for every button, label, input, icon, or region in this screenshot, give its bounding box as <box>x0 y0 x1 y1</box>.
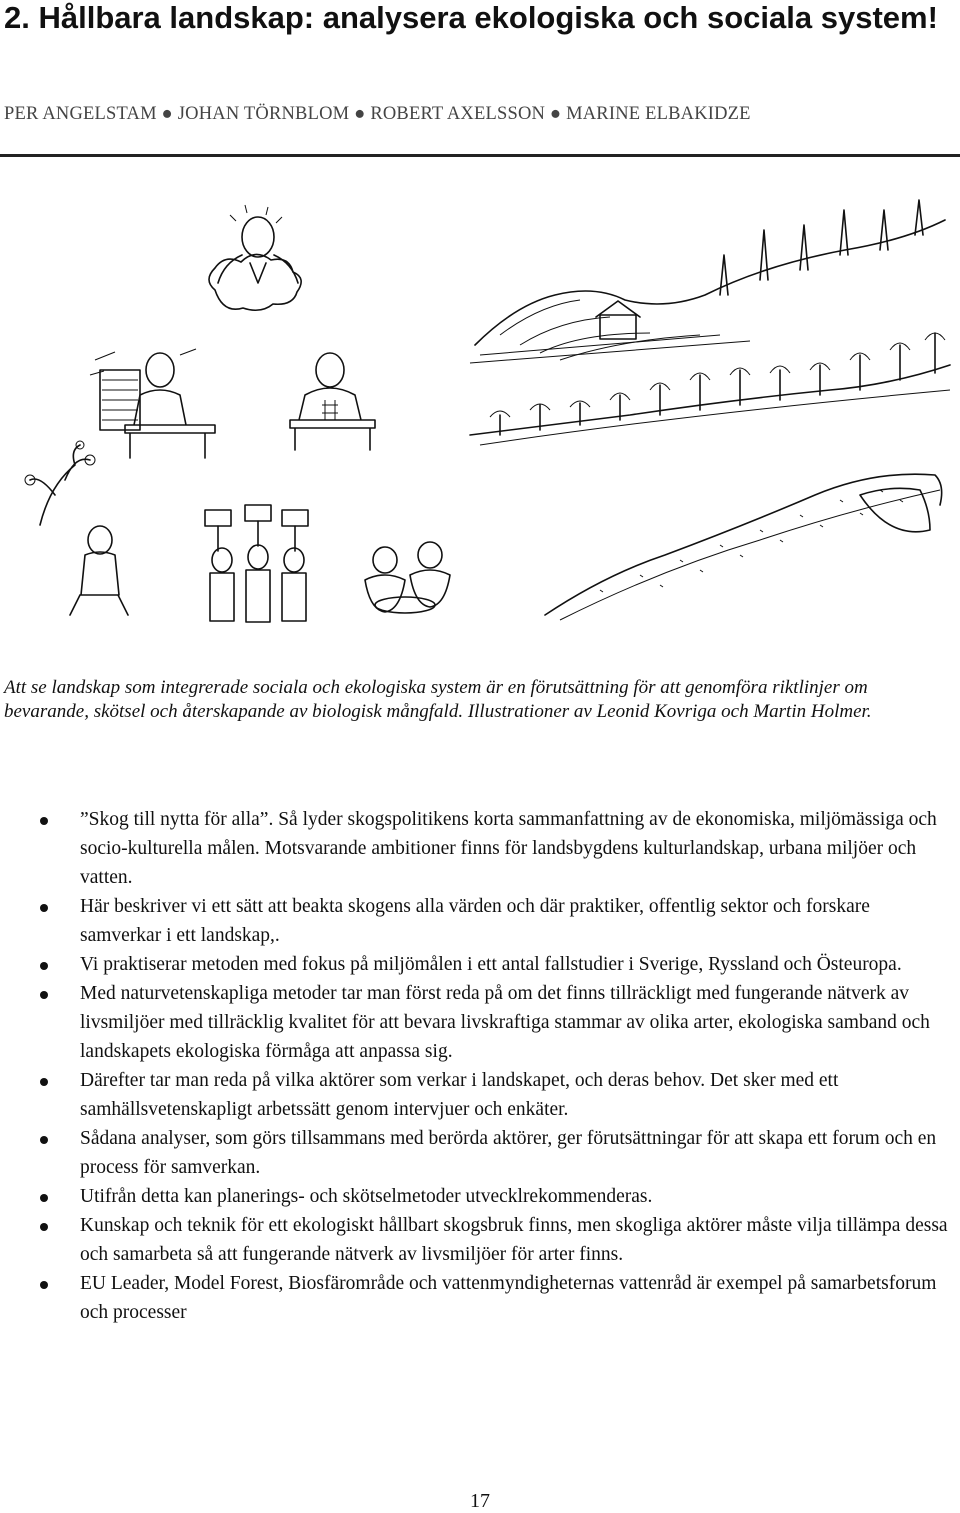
desk-figure-left-drawing <box>90 349 215 458</box>
bullet-icon <box>40 817 48 825</box>
page-number: 17 <box>470 1490 490 1512</box>
bullet-icon <box>40 1223 48 1231</box>
list-item: Kunskap och teknik för ett ekologiskt hållbart skogsbruk finns, men skogliga aktörer måste vilja tillämpa dessa och samarbeta så att fungerande nätverk av livsmiljöer för arter finns. <box>0 1211 960 1269</box>
list-item: Utifrån detta kan planerings- och skötselmetoder utvecklrekommenderas. <box>0 1182 960 1211</box>
list-item: ”Skog till nytta för alla”. Så lyder skogspolitikens korta sammanfattning av de ekonomiska, miljömässiga och socio-kulturella målen. Motsvarande ambitioner finns för landsbygdens kulturlandskap, urbana miljöer och vatten. <box>0 805 960 892</box>
picnic-figures-drawing <box>365 542 450 613</box>
page-title: 2. Hållbara landskap: analysera ekologiska och sociala system! <box>4 0 938 35</box>
bullet-icon <box>40 1194 48 1202</box>
desk-figure-right-drawing <box>290 353 375 450</box>
shoreline-landscape-drawing <box>545 474 942 620</box>
list-item: Sådana analyser, som görs tillsammans med berörda aktörer, ger förutsättningar för att skapa ett forum och en process för samverkan. <box>0 1124 960 1182</box>
cultural-landscape-drawing <box>470 200 945 363</box>
illustration <box>0 195 960 635</box>
tree-carrier-drawing <box>25 441 128 615</box>
bullet-icon <box>40 962 48 970</box>
list-item: Därefter tar man reda på vilka aktörer som verkar i landskapet, och deras behov. Det sker med ett samhällsvetenskapligt arbetssätt genom intervjuer och enkäter. <box>0 1066 960 1124</box>
list-item: Här beskriver vi ett sätt att beakta skogens alla värden och där praktiker, offentlig sektor och forskare samverkar i ett landskap,. <box>0 892 960 950</box>
bullet-list <box>0 805 960 1327</box>
list-item: Vi praktiserar metoden med fokus på miljömålen i ett antal fallstudier i Sverige, Ryssland och Östeuropa. <box>0 950 960 979</box>
list-item: EU Leader, Model Forest, Biosfärområde och vattenmyndigheternas vattenråd är exempel på samarbetsforum och processer <box>0 1269 960 1327</box>
bullet-icon <box>40 1078 48 1086</box>
header-divider <box>0 154 960 157</box>
figure-caption: Att se landskap som integrerade sociala och ekologiska system är en förutsättning för att genomföra riktlinjer om bevarande, skötsel och återskapande av biologisk mångfald. Illustrationer av Leonid Kovriga och Martin Holmer. <box>4 677 872 722</box>
bullet-icon <box>40 1136 48 1144</box>
bullet-icon <box>40 991 48 999</box>
sign-holders-drawing <box>205 505 308 622</box>
cloud-figure-drawing <box>209 205 301 310</box>
bullet-icon <box>40 1281 48 1289</box>
list-item: Med naturvetenskapliga metoder tar man först reda på om det finns tillräckligt med fungerande nätverk av livsmiljöer med tillräcklig kvalitet för att bevara livskraftiga stammar av olika arter, ekologiska samband och landskapets ekologiska förmåga att anpassa sig. <box>0 979 960 1066</box>
bullet-icon <box>40 904 48 912</box>
author-list: PER ANGELSTAM ● JOHAN TÖRNBLOM ● ROBERT AXELSSON ● MARINE ELBAKIDZE <box>4 104 751 124</box>
